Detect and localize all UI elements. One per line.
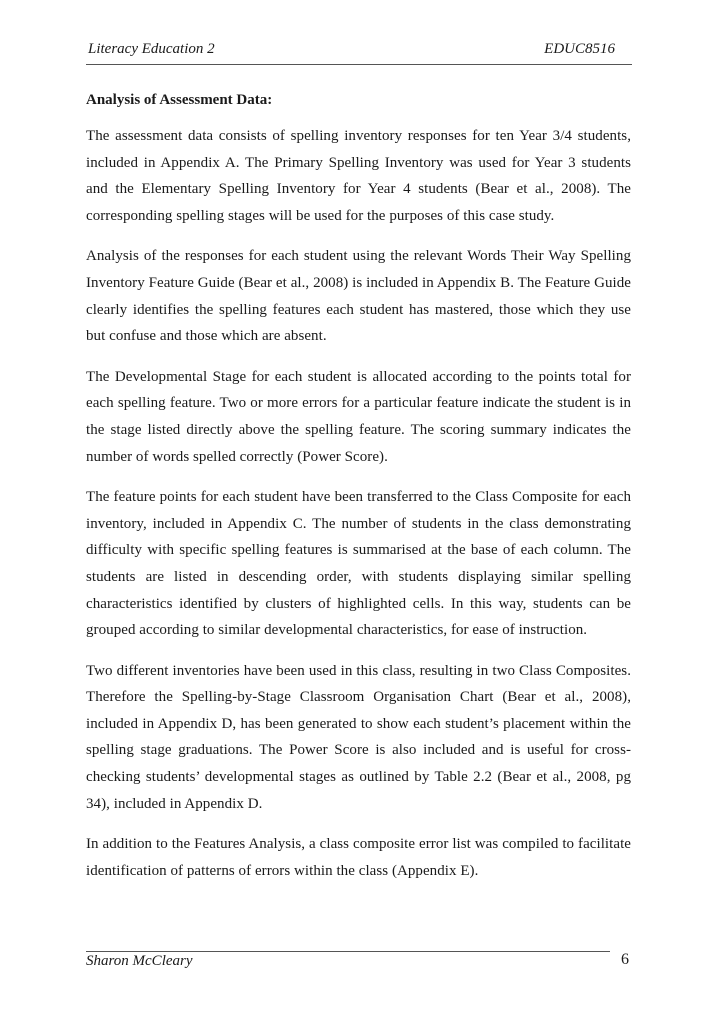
paragraph-5: Two different inventories have been used in this class, resulting in two Class Composites. Therefore the Spelling-by-Stage Classroom Organisation Chart (Bear et al., 2008), included in Appendix D, has been generated to show each student’s placement within the spelling stage graduations. The Power Score is also included and is useful for cross-checking students’ developmental stages as outlined by Table 2.2 (Bear et al., 2008, pg 34), included in Appendix D. <box>86 662 631 812</box>
footer-author: Sharon McCleary <box>86 953 193 969</box>
paragraph-6: In addition to the Features Analysis, a class composite error list was compiled to facilitate identification of patterns of errors within the class (Appendix E). <box>86 836 631 879</box>
footer-divider <box>86 951 610 952</box>
paragraph-4: The feature points for each student have been transferred to the Class Composite for each inventory, included in Appendix C. The number of students in the class demonstrating difficulty with specific spelling features is summarised at the base of each column. The students are listed in descending order, with students displaying similar spelling characteristics identified by clusters of highlighted cells. In this way, students can be grouped according to similar developmental characteristics, for ease of instruction. <box>86 489 631 639</box>
document-body <box>86 87 631 898</box>
page-number: 6 <box>621 951 629 968</box>
paragraph-2: Analysis of the responses for each student using the relevant Words Their Way Spelling Inventory Feature Guide (Bear et al., 2008) is included in Appendix B. The Feature Guide clearly identifies the spelling features each student has mastered, those which they use but confuse and those which are absent. <box>86 248 631 345</box>
course-code: EDUC8516 <box>544 41 615 57</box>
paragraph-3: The Developmental Stage for each student is allocated according to the points total for each spelling feature. Two or more errors for a particular feature indicate the student is in the stage listed directly above the spelling feature. The scoring summary indicates the number of words spelled correctly (Power Score). <box>86 368 631 465</box>
paragraph-1: The assessment data consists of spelling inventory responses for ten Year 3/4 students, included in Appendix A. The Primary Spelling Inventory was used for Year 3 students and the Elementary Spelling Inventory for Year 4 students (Bear et al., 2008). The corresponding spelling stages will be used for the purposes of this case study. <box>86 128 631 224</box>
page-header <box>86 40 632 65</box>
section-heading: Analysis of Assessment Data: <box>86 92 273 108</box>
course-title: Literacy Education 2 <box>88 41 215 57</box>
